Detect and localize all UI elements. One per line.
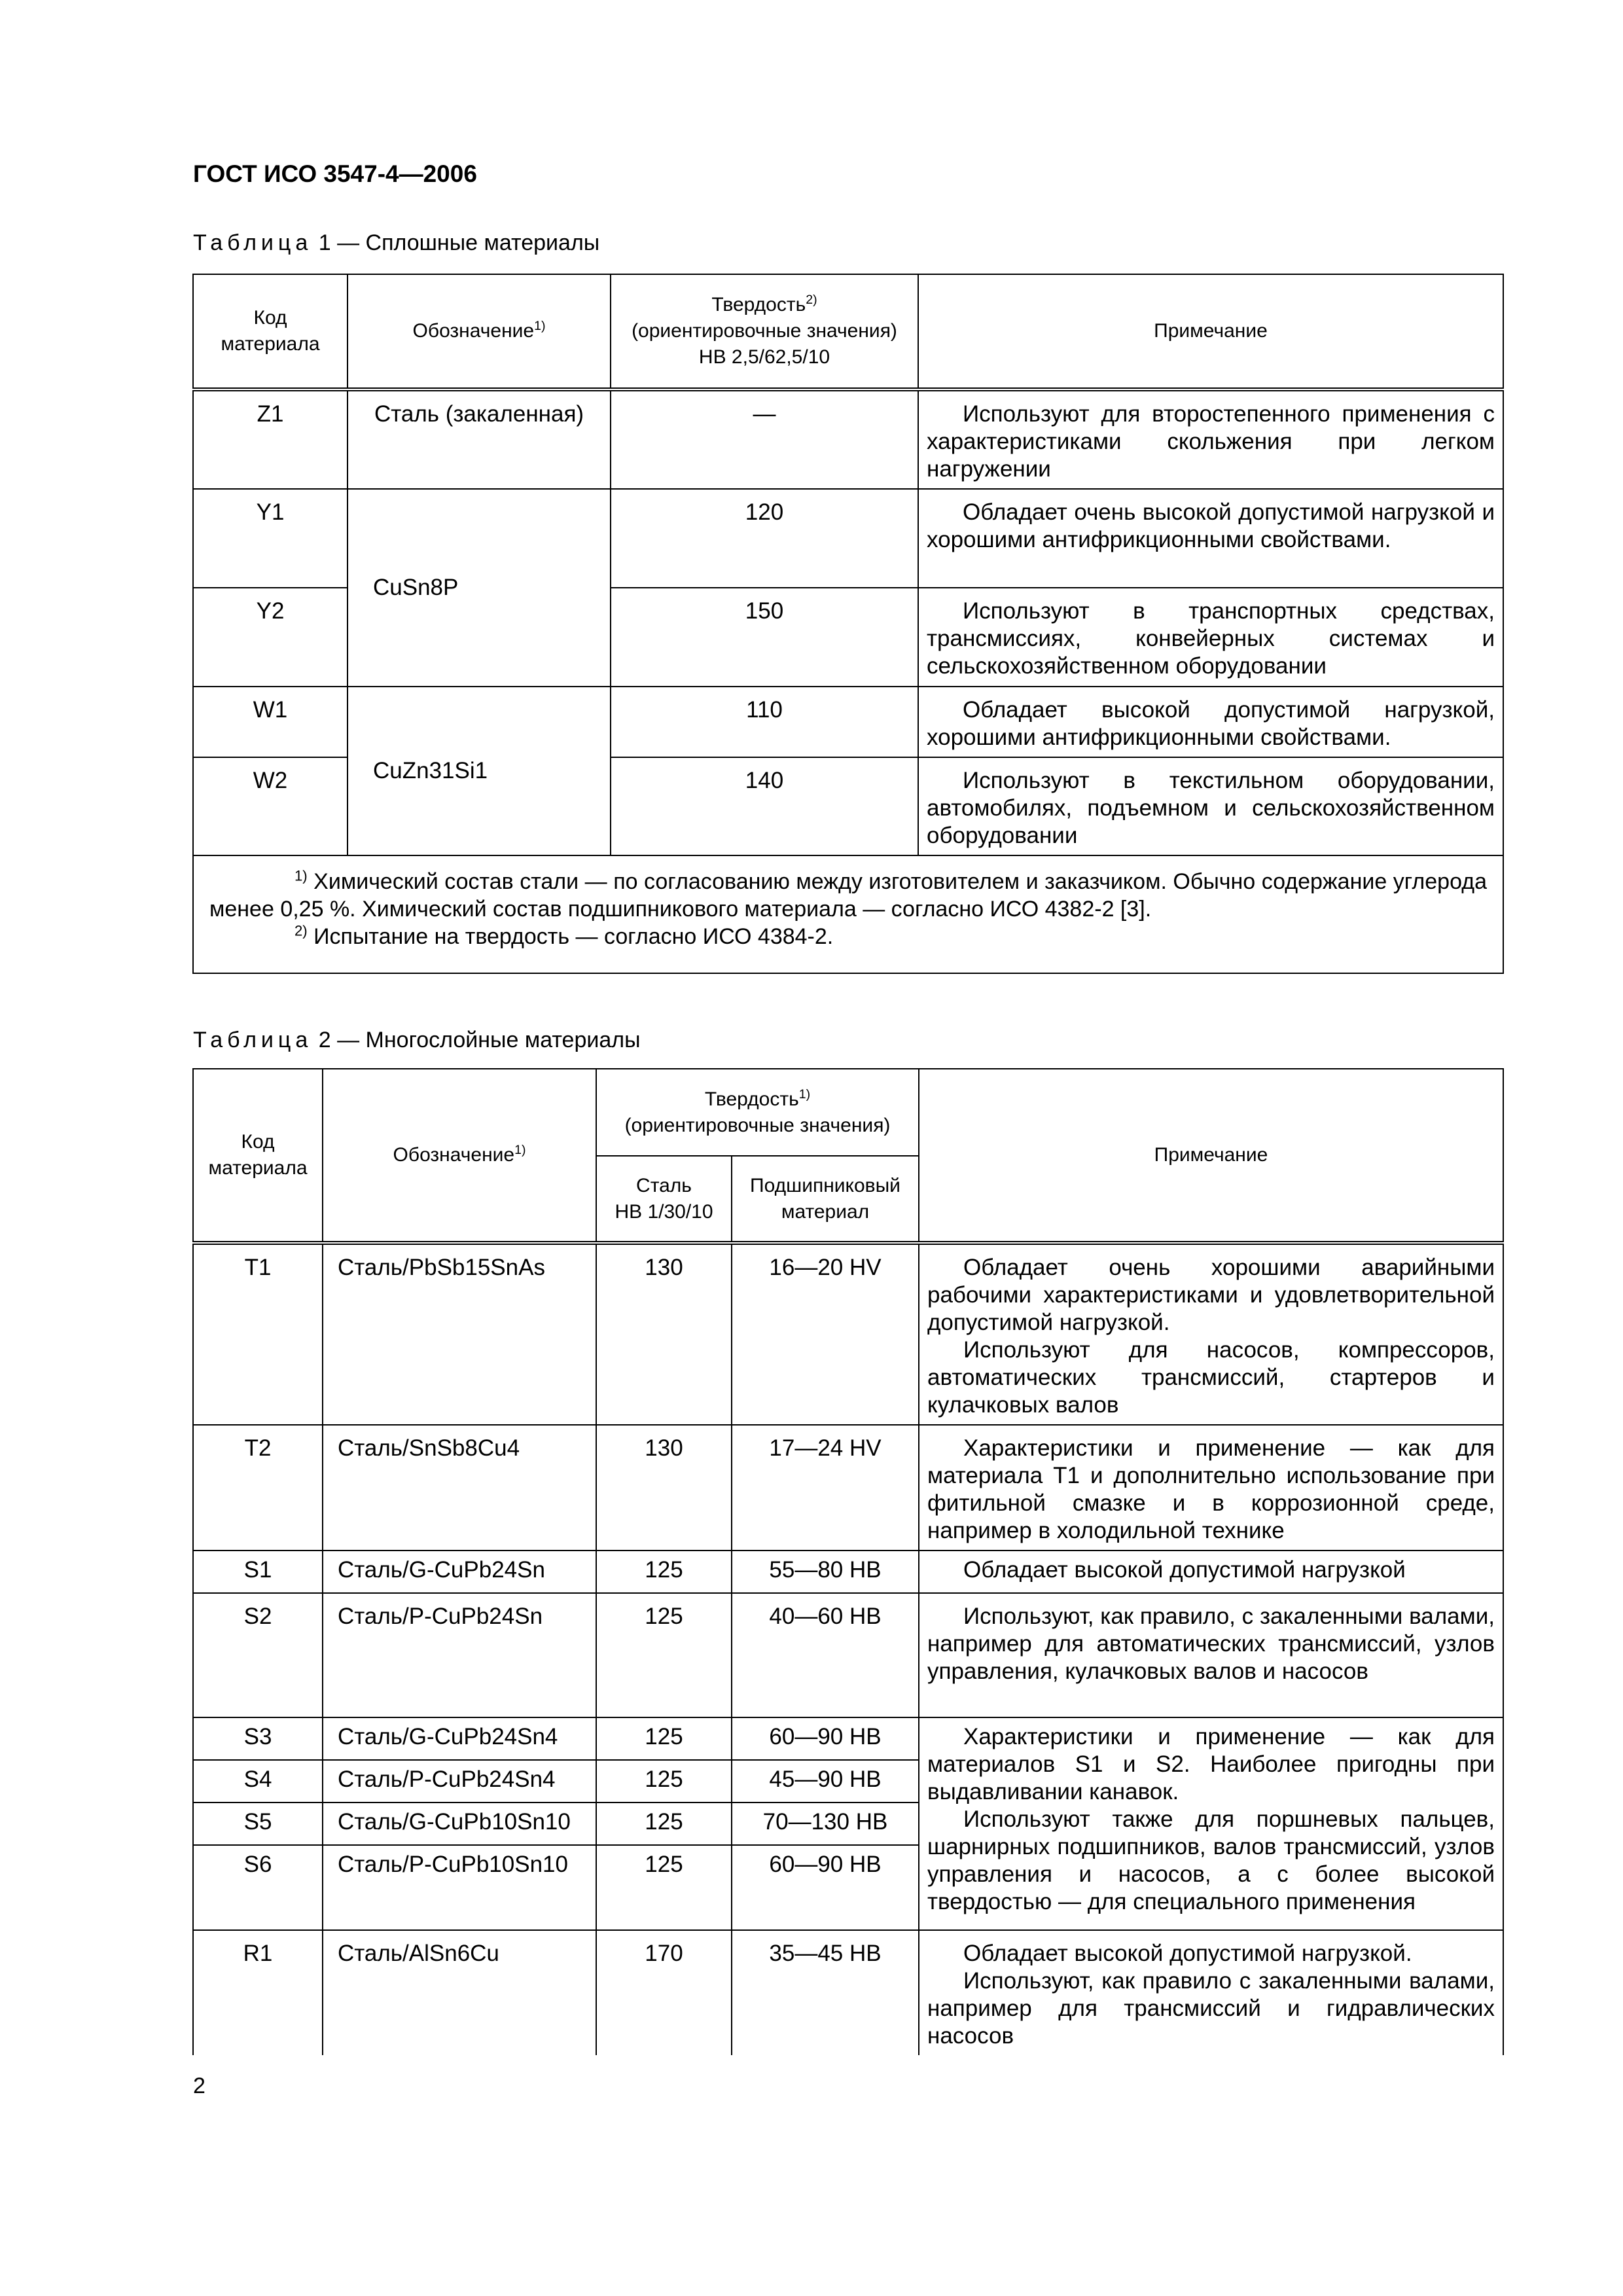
t2-note: Обладает высокой допустимой нагрузкой. Используют, как правило с закаленными валами, например для трансмиссий и гидравлических насосов [919,1930,1503,2055]
t2-note: Используют, как правило, с закаленными валами, например для автоматических трансмиссий, узлов управления, кулачковых валов и насосов [919,1593,1503,1717]
table1-caption-text: 1 — Сплошные материалы [312,230,600,255]
t2-steel: 130 [596,1243,732,1425]
t2-steel: 125 [596,1551,732,1593]
t2-note: Характеристики и применение — как для материала Т1 и дополнительно использование при фитильной смазке и в коррозионной среде, например в холодильной технике [919,1425,1503,1551]
table-row [193,389,1503,489]
t1-hardness: 110 [611,687,918,757]
t2-steel: 125 [596,1593,732,1717]
t1-designation: CuZn31Si1 [348,687,611,855]
t2-designation: Сталь/P-CuPb10Sn10 [323,1845,596,1930]
t1-code: Z1 [193,389,348,489]
t2-bearing: 17—24 HV [732,1425,919,1551]
table1-footnotes [193,855,1503,973]
t2-bearing: 70—130 HB [732,1803,919,1845]
table2-caption [193,1028,641,1053]
table2 [192,1068,1504,2055]
t1-header-designation: Обозначение$^{1)}$ [348,274,611,389]
t2-note: Обладает очень хорошими аварийными рабочими характеристиками и удовлетворительной допустимой нагрузкой. Используют для насосов, компрессоров, автоматических трансмиссий, стартеров и кулачковых валов [919,1243,1503,1425]
t2-designation: Сталь/G-CuPb24Sn [323,1551,596,1593]
t2-designation: Сталь/P-CuPb24Sn4 [323,1760,596,1803]
table-row [193,1243,1503,1425]
document-header: ГОСТ ИСО 3547-4—2006 [193,160,477,187]
t2-bearing: 40—60 HB [732,1593,919,1717]
t1-note: Используют в текстильном оборудовании, автомобилях, подъемном и сельскохозяйственном оборудовании [918,757,1503,855]
t2-designation: Сталь/G-CuPb10Sn10 [323,1803,596,1845]
t2-code: S2 [193,1593,323,1717]
table1-caption [193,230,599,256]
t2-steel: 125 [596,1717,732,1760]
t1-code: W2 [193,757,348,855]
t2-steel: 170 [596,1930,732,2055]
t1-code: Y2 [193,588,348,687]
table1 [192,274,1504,974]
t2-designation: Сталь/P-CuPb24Sn [323,1593,596,1717]
t1-header-note: Примечание [918,274,1503,389]
t2-code: T2 [193,1425,323,1551]
t2-code: S6 [193,1845,323,1930]
t2-note: Обладает высокой допустимой нагрузкой [919,1551,1503,1593]
t1-hardness: 140 [611,757,918,855]
t1-designation: Сталь (закаленная) [348,389,611,489]
t2-bearing: 60—90 HB [732,1717,919,1760]
t1-note: Обладает очень высокой допустимой нагрузкой и хорошими антифрикционными свойствами. [918,489,1503,588]
t2-bearing: 60—90 HB [732,1845,919,1930]
t2-header-bearing: Подшипниковый материал [732,1156,919,1243]
table-row [193,1717,1503,1760]
table1-caption-word: Таблица [193,230,313,255]
footnote-2: $^{2)}$ Испытание на твердость — согласно ИСО 4384-2. [294,922,834,949]
table-row [193,687,1503,757]
t2-note: Характеристики и применение — как для материалов S1 и S2. Наиболее пригодны при выдавливании канавок. Используют также для поршневых пальцев, шарнирных подшипников, валов трансмиссий, узлов управления и насосов, а с более высокой твердостью — для специального применения [919,1717,1503,1930]
t1-header-code: Код материала [193,274,348,389]
footnote-1: $^{1)}$ Химический состав стали — по согласованию между изготовителем и заказчиком. Обычно содержание углерода менее 0,25 %. Химический состав подшипникового материала — согласно ИСО 4382-2 [3]. [209,867,1487,922]
t2-code: S3 [193,1717,323,1760]
t2-bearing: 35—45 HB [732,1930,919,2055]
t2-code: S5 [193,1803,323,1845]
table2-caption-text: 2 — Многослойные материалы [312,1028,641,1052]
t1-hardness: — [611,389,918,489]
t1-code: Y1 [193,489,348,588]
t2-header-hardness: Твердость$^{1)}$ (ориентировочные значения) [596,1069,919,1156]
table-row [193,489,1503,588]
table-row [193,1593,1503,1717]
t2-steel: 125 [596,1845,732,1930]
t1-hardness: 120 [611,489,918,588]
t1-hardness: 150 [611,588,918,687]
table-row [193,1425,1503,1551]
t2-bearing: 16—20 HV [732,1243,919,1425]
t2-designation: Сталь/AlSn6Cu [323,1930,596,2055]
t2-bearing: 55—80 HB [732,1551,919,1593]
t1-code: W1 [193,687,348,757]
table-row [193,1930,1503,2055]
t2-code: S4 [193,1760,323,1803]
t2-code: S1 [193,1551,323,1593]
t2-code: T1 [193,1243,323,1425]
t1-header-hardness: Твердость$^{2)}$ (ориентировочные значения) НВ 2,5/62,5/10 [611,274,918,389]
page-number: 2 [193,2073,205,2098]
t2-designation: Сталь/G-CuPb24Sn4 [323,1717,596,1760]
table-row [193,1551,1503,1593]
t2-steel: 130 [596,1425,732,1551]
t1-designation: CuSn8P [348,489,611,687]
t2-header-designation: Обозначение$^{1)}$ [323,1069,596,1243]
t2-steel: 125 [596,1803,732,1845]
t2-header-code: Код материала [193,1069,323,1243]
t2-bearing: 45—90 HB [732,1760,919,1803]
t2-designation: Сталь/SnSb8Cu4 [323,1425,596,1551]
table2-caption-word: Таблица [193,1028,313,1052]
t1-note: Используют в транспортных средствах, трансмиссиях, конвейерных системах и сельскохозяйственном оборудовании [918,588,1503,687]
t2-header-note: Примечание [919,1069,1503,1243]
t2-designation: Сталь/PbSb15SnAs [323,1243,596,1425]
t2-steel: 125 [596,1760,732,1803]
t1-note: Используют для второстепенного применения с характеристиками скольжения при легком нагружении [918,389,1503,489]
t1-note: Обладает высокой допустимой нагрузкой, хорошими антифрикционными свойствами. [918,687,1503,757]
t2-code: R1 [193,1930,323,2055]
t2-header-steel: Сталь НВ 1/30/10 [596,1156,732,1243]
